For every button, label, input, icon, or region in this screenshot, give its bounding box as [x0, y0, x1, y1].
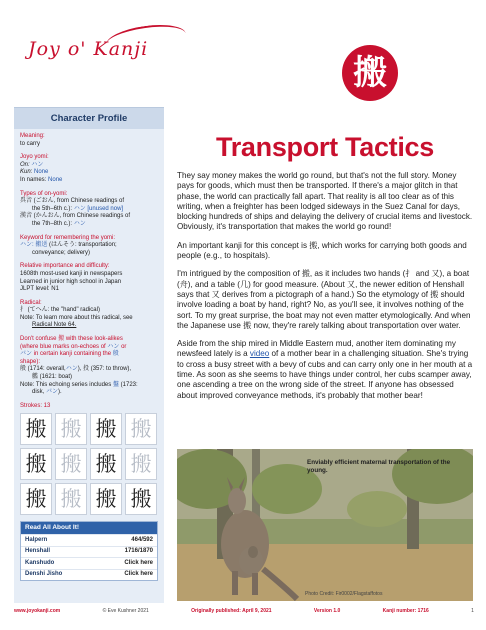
footer-copyright: © Eve Kushner 2021	[102, 608, 149, 614]
article	[177, 107, 473, 597]
stroke-step: 搬	[125, 448, 157, 480]
article-title: Transport Tactics	[216, 132, 434, 162]
stroke-step: 搬	[20, 413, 52, 445]
sidebar-heading: Character Profile	[14, 108, 164, 129]
reference-row: Halpern 464/592	[21, 534, 157, 546]
joy-o-kanji-logo	[28, 26, 178, 72]
reference-row: Henshall 1716/1870	[21, 546, 157, 558]
footer-version: Version 1.0	[313, 608, 341, 614]
stroke-step: 搬	[55, 483, 87, 515]
featured-kanji-badge	[342, 45, 398, 101]
reference-row[interactable]: Denshi Jisho Click here	[21, 569, 157, 581]
page-footer	[14, 608, 474, 614]
stroke-step: 搬	[55, 413, 87, 445]
references-box	[20, 521, 158, 581]
photo-credit: Photo Credit: Fir0002/Flagstaffotos	[305, 591, 383, 597]
stroke-step: 搬	[90, 413, 122, 445]
paragraph: They say money makes the world go round, but that's not the full story. Money pays for goods, which must then be transported. If there's a major glitch in that phase, the world can practically fall apart. That reality is all too clear as of this writing, when a freighter has been lodged sideways in the Suez Canal for days, blocking hundreds of ships and delaying the delivery of crucial items and livestock. Obviously, it's transportation that makes the world go round!	[177, 171, 473, 232]
stroke-step: 搬	[125, 413, 157, 445]
footer-published: Originally published: April 9, 2021	[191, 608, 272, 614]
on-yomi-types-section: Types of on-yomi: 呉音 (ごおん, from Chinese readings of the 5th–6th c.): ハン [unused now] 漢音 (かんおん, from Chinese readings of the 7th–8th c.): ハン	[20, 190, 131, 227]
featured-kanji: 搬	[353, 53, 387, 93]
radical-section: Radical: 扌 (てへん: the "hand" radical) Note: To learn more about this radical, see Radical Note 64.	[20, 299, 133, 329]
photo-caption: Enviably efficient maternal transportation of the young.	[307, 459, 451, 474]
stroke-step: 搬	[90, 448, 122, 480]
stroke-step: 搬	[20, 448, 52, 480]
importance-section: Relative importance and difficulty: 1608th most-used kanji in newspapers Learned in junior high school in Japan JLPT level: N1	[20, 263, 123, 293]
meaning-section: Meaning: to carry	[20, 133, 45, 147]
kanshudo-link[interactable]: Click here	[124, 559, 153, 566]
strokes-section: Strokes: 13 搬 搬 搬 搬 搬 搬 搬 搬 搬 搬 搬 搬	[20, 403, 158, 516]
footer-site: www.joyokanji.com	[14, 608, 61, 614]
kangaroo-photo	[177, 449, 473, 601]
jisho-link[interactable]: Click here	[124, 571, 153, 578]
radical-note-link[interactable]: Radical Note 64.	[32, 322, 77, 329]
stroke-step: 搬	[20, 483, 52, 515]
keyword-section: Keyword for remembering the yomi: ハン: 搬送 (はんそう: transportation; conveyance; delivery)	[20, 234, 117, 256]
character-profile-sidebar	[14, 107, 164, 603]
lookalikes-section: Don't confuse 搬 with these look-alikes (where blue marks on-echoes of ハン or バン in certain kanji containing the 般 shape): 般 (1714: overall,ハン), 投 (357: to throw), 艦 (1621: boat) Note: This echoing series includes 盤 (1723: disk, バン).	[20, 336, 138, 396]
footer-kanji-number: Kanji number: 1716	[382, 608, 429, 614]
stroke-step: 搬	[55, 448, 87, 480]
video-link[interactable]: video	[249, 349, 270, 359]
paragraph: Aside from the ship mired in Middle Eastern mud, another item dominating my newsfeed lately is a video of a mother bear in a challenging situation. She's trying to cross a busy street with a bevy of cubs and can carry only one in her mouth at a time. As soon as she seems to have things under control, her cubs scamper away, one ascending a tree on the wrong side of the street. If anyone has obsessed about improved conveyance methods, it's probably that mother bear!	[177, 339, 473, 400]
stroke-step: 搬	[125, 483, 157, 515]
stroke-step: 搬	[90, 483, 122, 515]
reference-row[interactable]: Kanshudo Click here	[21, 557, 157, 569]
paragraph: An important kanji for this concept is 搬, which works for carrying both goods and people (e.g., to hospitals).	[177, 240, 467, 261]
stroke-order-grid	[20, 413, 158, 515]
paragraph: I'm intrigued by the composition of 搬, as it includes two hands (扌 and 又), a boat (舟), and a table (几) for good measure. (About 又, the newer edition of Henshall says that 又 derives from a pictograph of a hand.) So the etymology of 搬 should involve loading a boat by hand, right? No, as you'll see, it involves nothing of the sort. To my great surprise, the boat may not even matter etymologically. And when the Japanese use 搬 now, they're rarely talking about transportation over water.	[177, 269, 471, 330]
footer-page-number: 1	[471, 608, 474, 614]
yomi-section: Joyo yomi: On: ハン Kun: None In names: None	[20, 154, 63, 183]
references-heading: Read All About It!	[21, 522, 157, 534]
logo-text: Joy o' Kanji	[28, 38, 149, 60]
